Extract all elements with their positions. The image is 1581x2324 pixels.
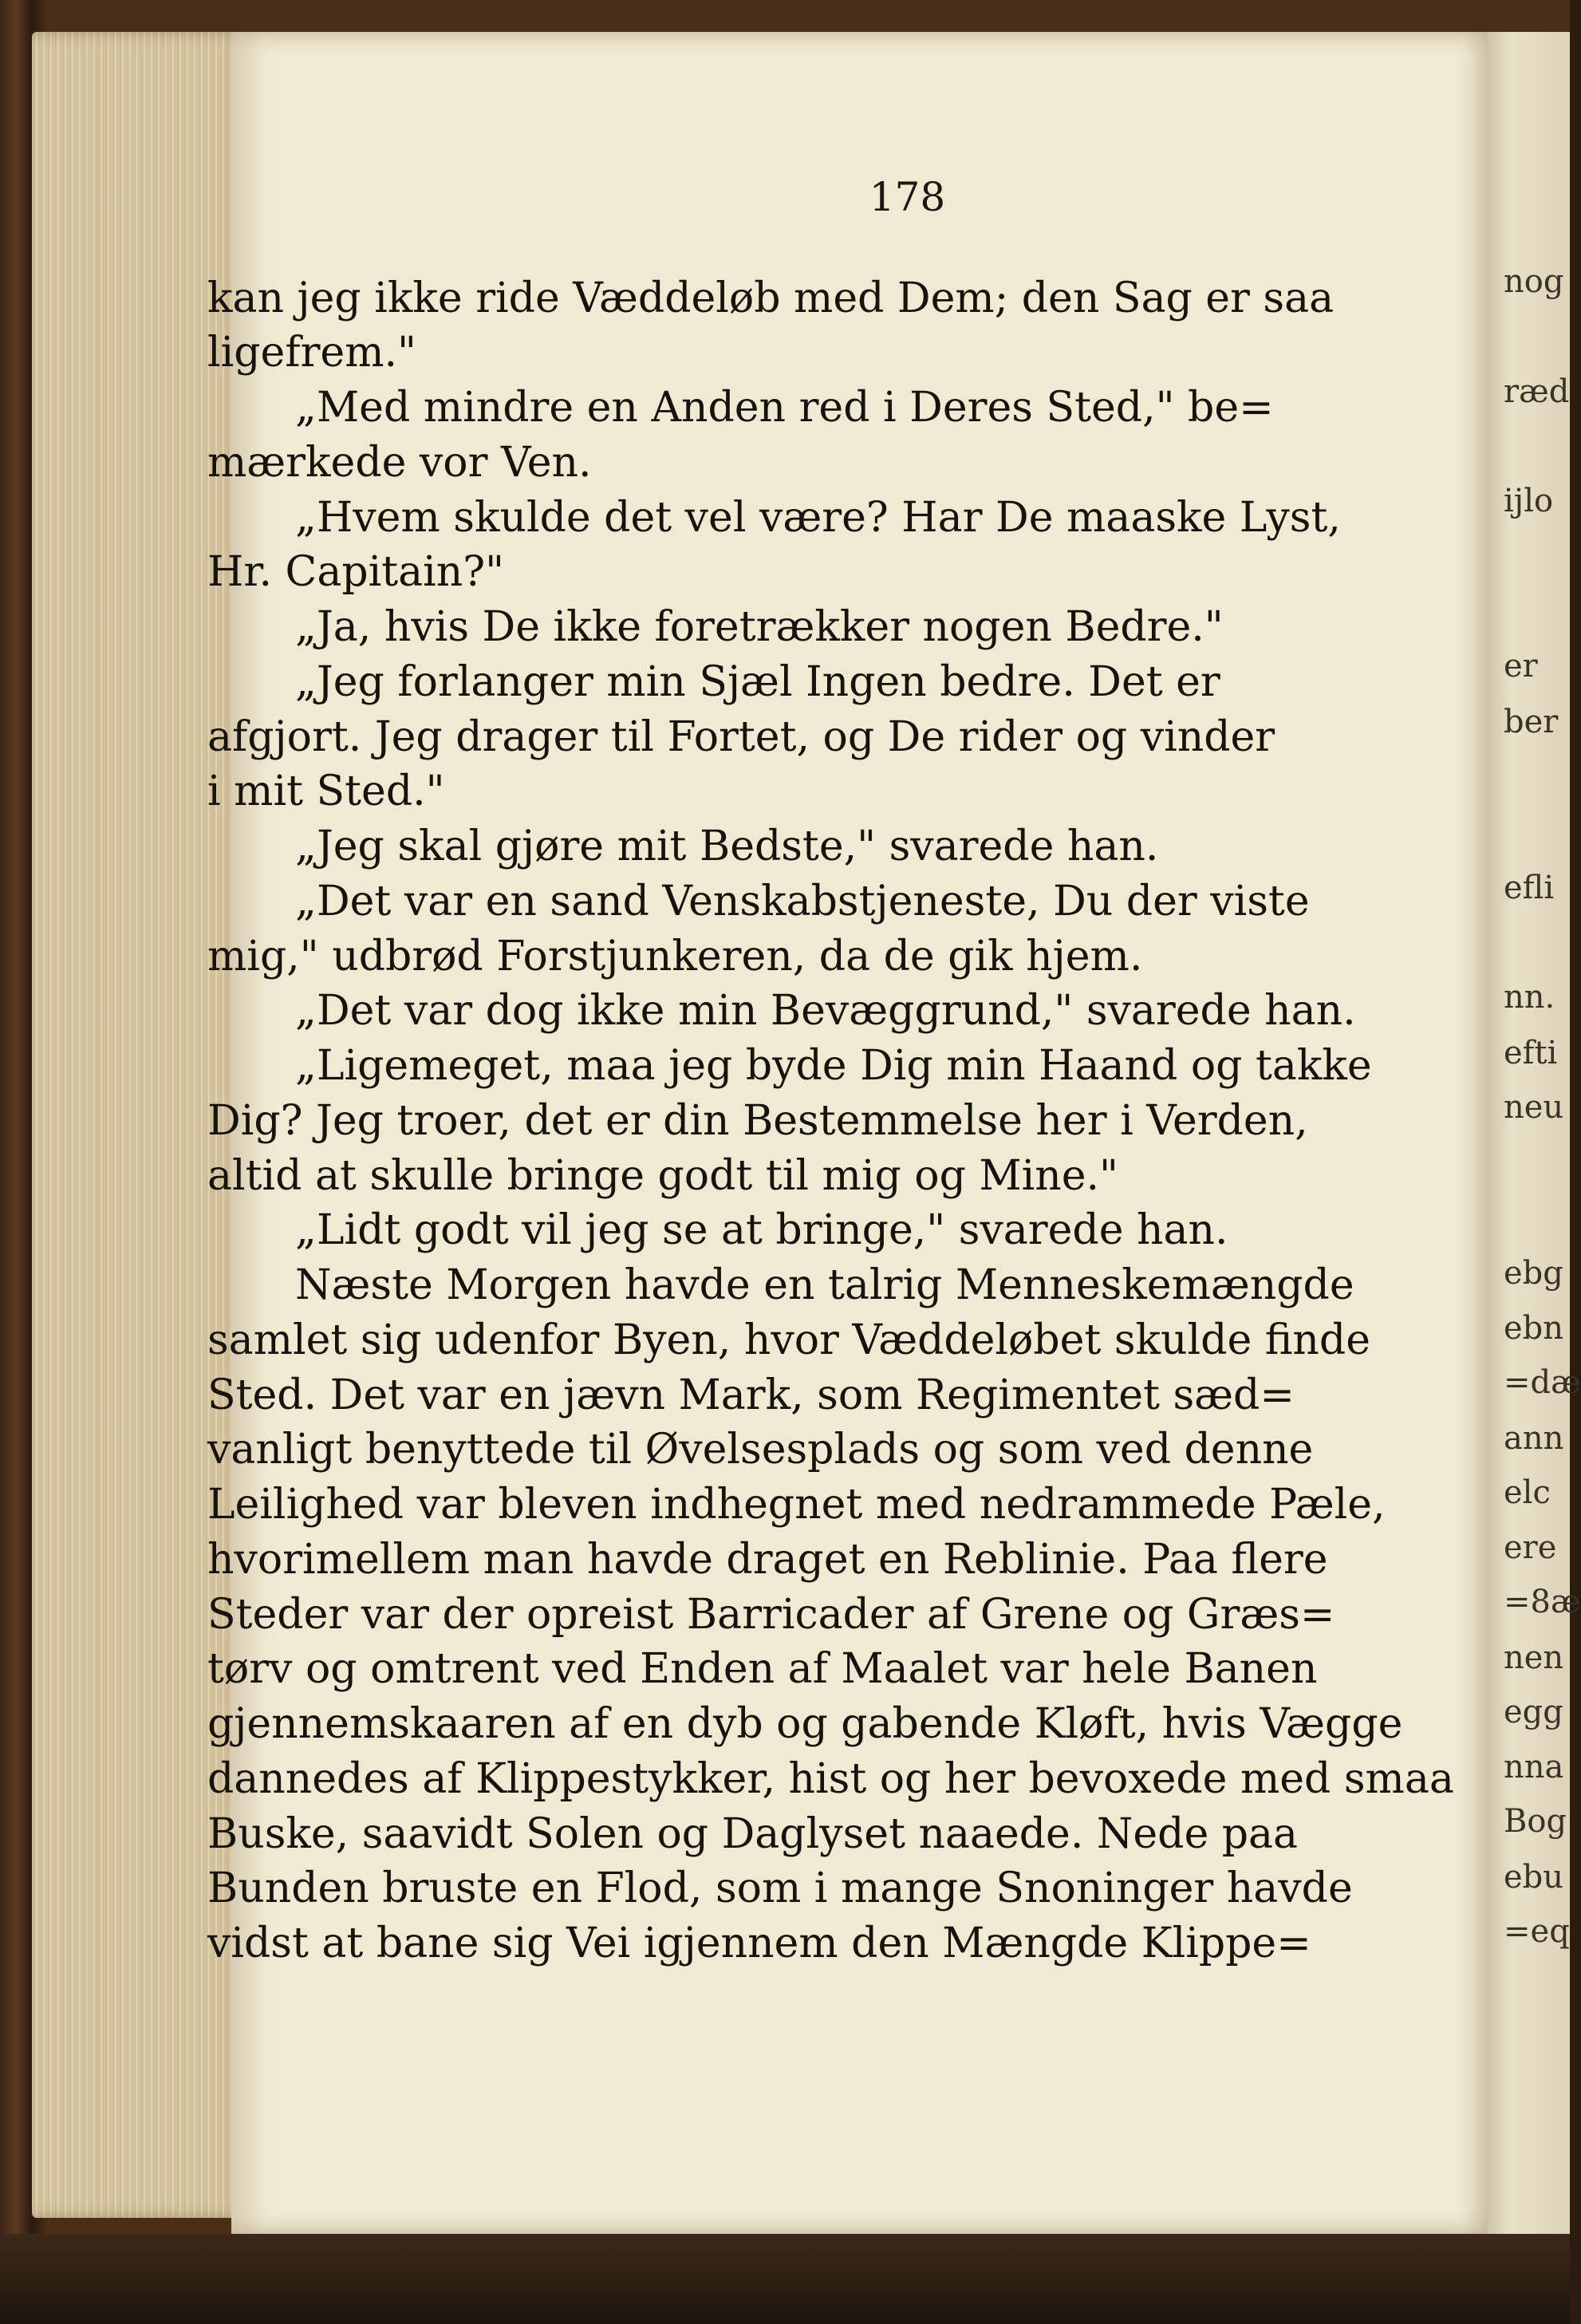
text-line: Leilighed var bleven indhegnet med nedrammede Pæle, [207,1481,1386,1529]
facing-fragment: ebu [1504,1859,1564,1896]
facing-fragment: =eq [1504,1913,1570,1950]
text-line: samlet sig udenfor Byen, hvor Væddeløbet skulde finde [207,1316,1370,1364]
text-line: „Det var dog ikke min Bevæggrund," svarede han. [295,987,1356,1035]
text-line: vidst at bane sig Vei igjennem den Mængde Klippe= [207,1920,1311,1967]
text-line: Sted. Det var en jævn Mark, som Regimentet sæd= [207,1371,1295,1419]
text-line: Bunden bruste en Flod, som i mange Snoninger havde [207,1864,1353,1912]
facing-fragment: elc [1504,1474,1551,1511]
facing-fragment: efli [1504,870,1555,906]
facing-fragment: nog [1504,263,1564,300]
facing-fragment: ere [1504,1529,1557,1566]
facing-fragment: egg [1504,1694,1563,1730]
text-line: „Ligemeget, maa jeg byde Dig min Haand og takke [295,1042,1372,1090]
text-line: gjennemskaaren af en dyb og gabende Kløft, hvis Vægge [207,1700,1403,1748]
text-line: „Ja, hvis De ikke foretrækker nogen Bedre." [295,603,1224,651]
text-line: „Jeg skal gjøre mit Bedste," svarede han. [295,823,1159,870]
facing-fragment: =8æ [1504,1584,1581,1620]
text-line: Dig? Jeg troer, det er din Bestemmelse her i Verden, [207,1097,1308,1145]
text-line: altid at skulle bringe godt til mig og Mine." [207,1152,1118,1200]
text-line: dannedes af Klippestykker, hist og her bevoxede med smaa [207,1755,1454,1803]
text-line: afgjort. Jeg drager til Fortet, og De rider og vinder [207,713,1275,761]
facing-fragment: ijlo [1504,483,1554,519]
facing-fragment: ann [1504,1420,1564,1457]
text-line: mig," udbrød Forstjunkeren, da de gik hjem. [207,933,1143,980]
facing-fragment: ræd [1504,373,1570,410]
text-line: „Med mindre en Anden red i Deres Sted," be= [295,384,1274,432]
text-line: vanligt benyttede til Øvelsesplads og som ved denne [207,1426,1314,1474]
text-line: tørv og omtrent ved Enden af Maalet var hele Banen [207,1645,1318,1693]
text-line: kan jeg ikke ride Væddeløb med Dem; den Sag er saa [207,274,1335,322]
text-line: hvorimellem man havde draget en Reblinie. Paa flere [207,1536,1328,1584]
text-line: „Jeg forlanger min Sjæl Ingen bedre. Det er [295,658,1220,706]
facing-fragment: er [1504,648,1538,685]
text-line: Hr. Capitain?" [207,548,505,596]
text-line: Steder var der opreist Barricader af Grene og Græs= [207,1591,1335,1639]
facing-fragment: efti [1504,1035,1558,1071]
facing-fragment: ebg [1504,1255,1563,1292]
bottom-background [0,2234,1570,2324]
facing-page-edge [1488,32,1581,2234]
text-line: Buske, saavidt Solen og Daglyset naaede. Nede paa [207,1810,1299,1858]
text-line: „Hvem skulde det vel være? Har De maaske Lyst, [295,494,1341,542]
facing-fragment: ebn [1504,1310,1564,1347]
text-line: „Lidt godt vil jeg se at bringe," svarede han. [295,1206,1228,1254]
text-line: i mit Sted." [207,767,445,815]
facing-fragment: =dæ [1504,1364,1581,1401]
facing-fragment: ber [1504,704,1559,740]
text-line: ligefrem." [207,329,416,377]
text-line: „Det var en sand Venskabstjeneste, Du der viste [295,878,1310,925]
facing-fragment: Bog [1504,1803,1567,1840]
facing-fragment: nna [1504,1749,1564,1785]
page-number: 178 [869,174,946,220]
facing-fragment: nn. [1504,979,1555,1016]
facing-fragment: neu [1504,1089,1564,1126]
text-line: Næste Morgen havde en talrig Menneskemængde [295,1261,1354,1309]
facing-fragment: nen [1504,1639,1564,1676]
text-line: mærkede vor Ven. [207,439,592,487]
